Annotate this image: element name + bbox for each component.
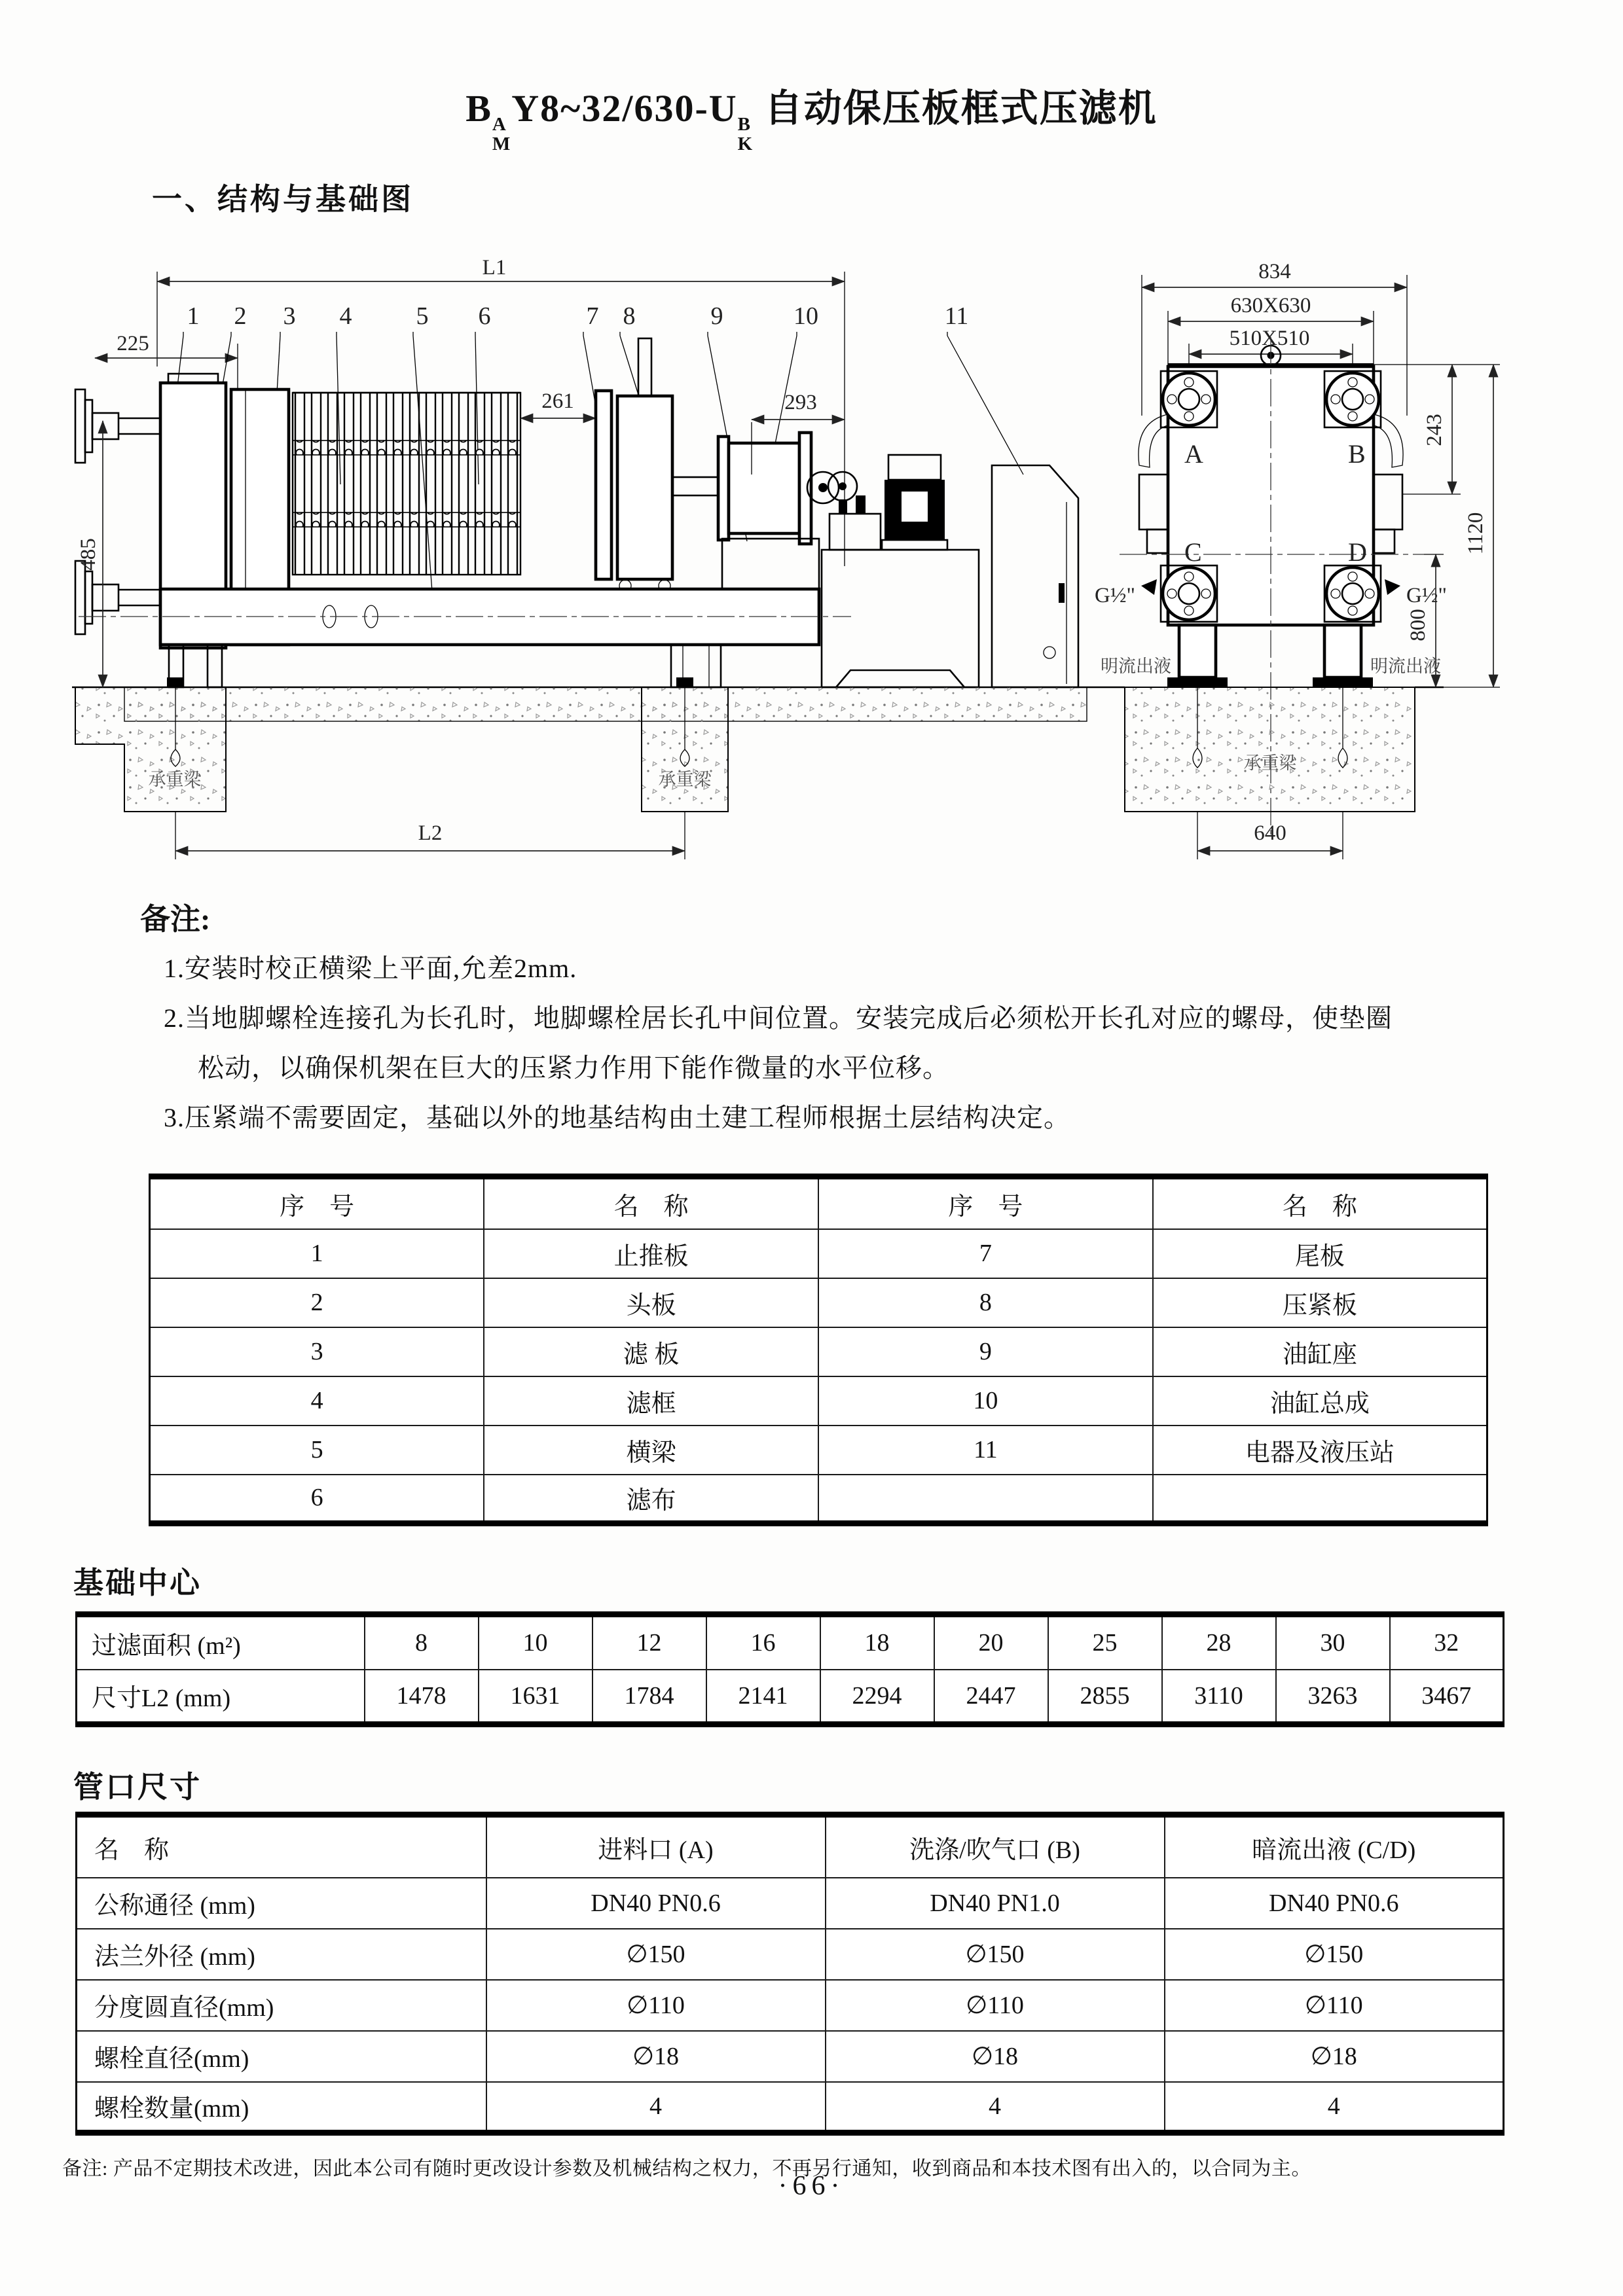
parts-table (149, 1174, 1488, 1526)
table-row: 公称通径 (mm) DN40 PN0.6 DN40 PN1.0 DN40 PN0.6 (77, 1878, 1504, 1929)
table-row: 过滤面积 (m²) 8 10 12 16 18 20 25 28 30 32 (77, 1615, 1504, 1670)
table-row: 2 头板 8 压紧板 (150, 1278, 1487, 1327)
label-A: A (1184, 439, 1203, 469)
page-number: ·66· (778, 2171, 845, 2201)
parts-col-header: 序 号 (150, 1177, 484, 1229)
pipe-col-header: 名 称 (77, 1815, 486, 1878)
svg-text:10: 10 (793, 302, 818, 330)
dim-L2 (175, 812, 685, 859)
svg-text:L2: L2 (418, 821, 443, 845)
cylinder-assembly (672, 433, 839, 590)
dim-261 (520, 389, 596, 418)
beam-label-left: 承重梁 (148, 770, 202, 789)
table-row: 分度圆直径(mm) ∅110 ∅110 ∅110 (77, 1980, 1504, 2031)
table-row: 3 滤 板 9 油缸座 (150, 1327, 1487, 1376)
feed-flanges (75, 389, 160, 634)
plate-pack (293, 393, 520, 575)
svg-text:293: 293 (784, 391, 817, 414)
table-row: 法兰外径 (mm) ∅150 ∅150 ∅150 (77, 1929, 1504, 1980)
note-line-1: 1.安装时校正横梁上平面,允差2mm. (164, 954, 577, 983)
svg-text:2: 2 (234, 302, 247, 330)
svg-text:510X510: 510X510 (1229, 327, 1310, 350)
notes-heading: 备注: (140, 903, 211, 936)
label-C: C (1184, 537, 1202, 567)
pressing-plate (617, 338, 672, 592)
tap-label-left: G½" (1094, 584, 1136, 607)
dim-225 (95, 332, 238, 389)
svg-text:11: 11 (944, 302, 969, 330)
ground-foundation (72, 677, 1087, 812)
pipe-col-header: 进料口 (A) (486, 1815, 826, 1878)
note-line-2: 2.当地脚螺栓连接孔为长孔时，地脚螺栓居长孔中间位置。安装完成后必须松开长孔对应的螺母，使垫圈 (164, 1003, 1393, 1033)
table-row: 1 止推板 7 尾板 (150, 1229, 1487, 1278)
table-row: 5 横梁 11 电器及液压站 (150, 1426, 1487, 1475)
label-B: B (1348, 439, 1366, 469)
table-row: 6 滤布 (150, 1475, 1487, 1524)
beam-label-end: 承重梁 (1243, 753, 1297, 773)
svg-text:261: 261 (541, 389, 574, 413)
title-main-text: 自动保压板框式压滤机 (764, 87, 1158, 130)
beam-label-right: 承重梁 (658, 770, 712, 789)
electric-cabinet (992, 465, 1078, 687)
outflow-label-right: 明流出液 (1370, 656, 1441, 676)
pipe-col-header: 洗涤/吹气口 (B) (826, 1815, 1165, 1878)
svg-text:243: 243 (1423, 414, 1446, 446)
svg-text:485: 485 (77, 538, 100, 571)
svg-text:834: 834 (1258, 260, 1291, 283)
parts-col-header: 名 称 (1153, 1177, 1487, 1229)
svg-text:630X630: 630X630 (1230, 294, 1311, 317)
structure-foundation-drawing (62, 259, 1597, 877)
svg-text:225: 225 (117, 332, 149, 355)
parts-col-header: 序 号 (818, 1177, 1153, 1229)
title-model-prefix: B (465, 87, 492, 130)
hydraulic-unit (822, 455, 979, 687)
note-line-3: 3.压紧端不需要固定，基础以外的地基结构由土建工程师根据土层结构决定。 (164, 1103, 1070, 1132)
end-foundation (1087, 625, 1444, 812)
svg-text:6: 6 (478, 302, 491, 330)
title-model-stack2: B K (737, 114, 754, 154)
title-model-mid: Y8~32/630-U (511, 87, 738, 130)
svg-text:L1: L1 (482, 259, 507, 279)
svg-text:640: 640 (1254, 821, 1286, 845)
pipe-table (75, 1812, 1504, 2136)
end-view (1087, 260, 1500, 859)
support-legs (169, 645, 721, 687)
foundation-heading: 基础中心 (73, 1566, 202, 1600)
tap-label-right: G½" (1406, 584, 1448, 607)
parts-col-header: 名 称 (484, 1177, 818, 1229)
table-row: 4 滤框 10 油缸总成 (150, 1376, 1487, 1426)
svg-text:9: 9 (710, 302, 723, 330)
table-row: 尺寸L2 (mm) 1478 1631 1784 2141 2294 2447 2855 3110 3263 3467 (77, 1670, 1504, 1725)
svg-text:800: 800 (1406, 609, 1430, 641)
side-view (72, 259, 1087, 859)
pipe-col-header: 暗流出液 (C/D) (1165, 1815, 1504, 1878)
svg-text:4: 4 (339, 302, 352, 330)
tail-plate (596, 391, 611, 579)
table-row: 螺栓数量(mm) 4 4 4 (77, 2082, 1504, 2133)
footer-note: 备注: 产品不定期技术改进，因此本公司有随时更改设计参数及机械结构之权力，不再另行通知，收到商品和本技术图有出入的，以合同为主。 (62, 2158, 1311, 2179)
label-D: D (1348, 537, 1367, 567)
page-title (0, 77, 1623, 154)
pipe-heading: 管口尺寸 (73, 1770, 202, 1804)
table-row (77, 1815, 1504, 1878)
svg-text:8: 8 (623, 302, 636, 330)
title-model-stack1: A M (492, 114, 512, 154)
svg-text:1120: 1120 (1464, 512, 1487, 555)
table-row (150, 1177, 1487, 1229)
svg-text:3: 3 (283, 302, 296, 330)
table-row: 螺栓直径(mm) ∅18 ∅18 ∅18 (77, 2031, 1504, 2082)
section-heading: 一、结构与基础图 (152, 183, 414, 216)
foundation-table (75, 1611, 1504, 1727)
dim-485 (77, 421, 103, 687)
svg-text:5: 5 (416, 302, 429, 330)
row-label: 尺寸L2 (mm) (77, 1670, 365, 1725)
svg-text:7: 7 (586, 302, 599, 330)
svg-text:1: 1 (187, 302, 200, 330)
row-label: 过滤面积 (m²) (77, 1615, 365, 1670)
outflow-label-left: 明流出液 (1101, 656, 1171, 676)
main-beam (79, 589, 851, 645)
note-line-2b: 松动，以确保机架在巨大的压紧力作用下能作微量的水平位移。 (198, 1053, 949, 1083)
dim-640 (1197, 812, 1343, 859)
